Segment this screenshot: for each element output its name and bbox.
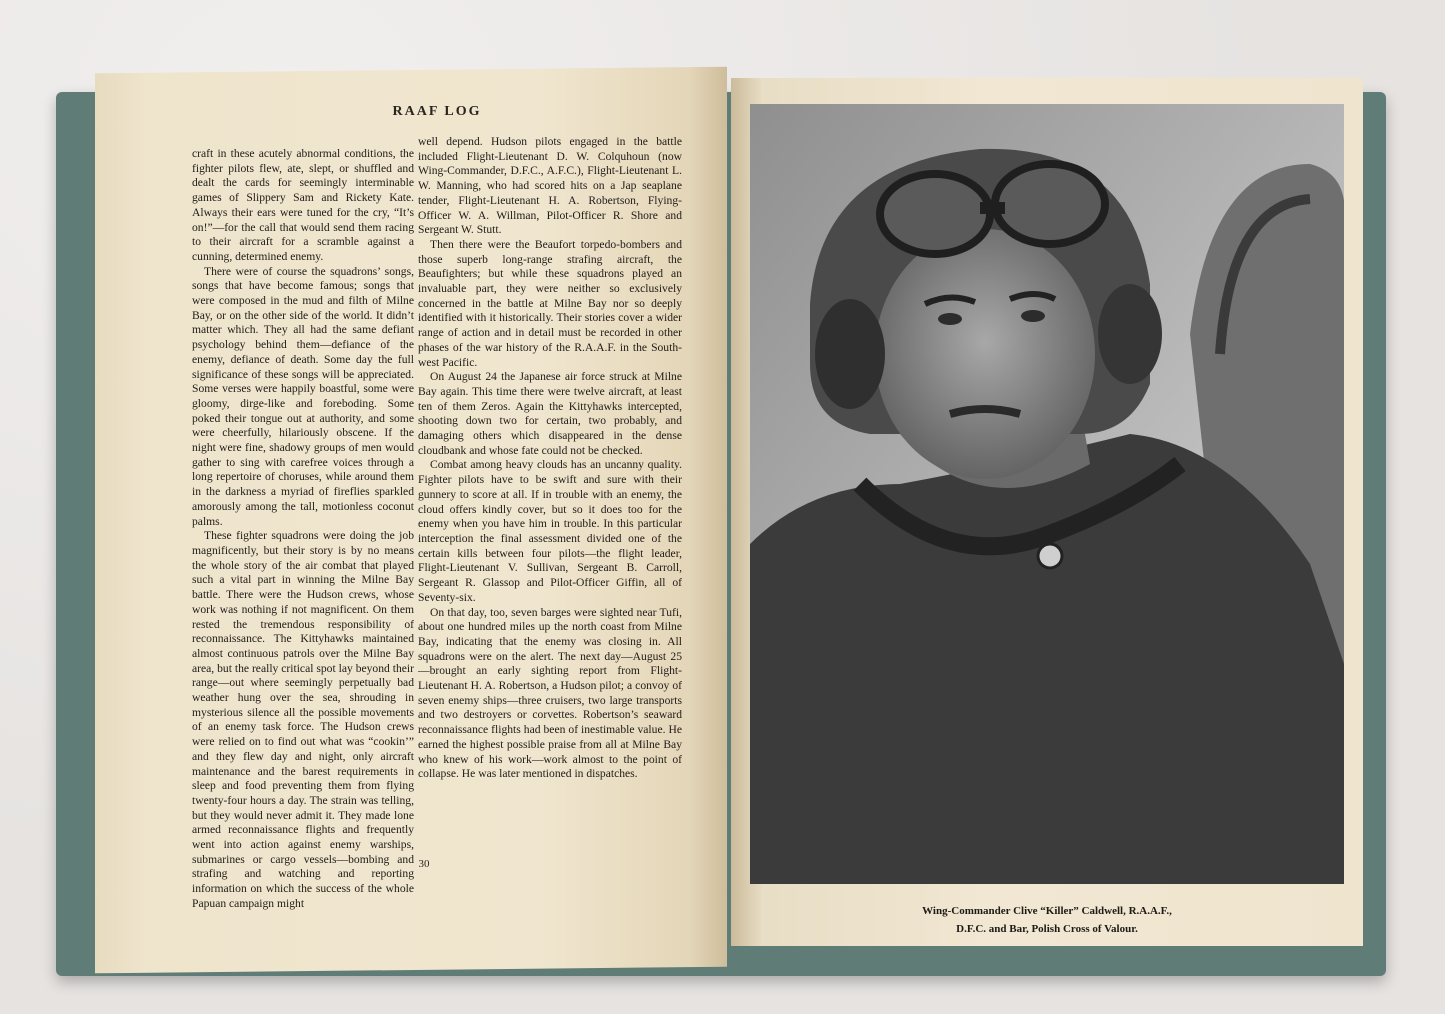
pilot-portrait-photo	[750, 104, 1344, 884]
caption-line-2: D.F.C. and Bar, Polish Cross of Valour.	[956, 923, 1138, 935]
paragraph: On August 24 the Japanese air force struck at Milne Bay again. This time there were twelve aircraft, at least ten of them Zeros. Again the Kittyhawks intercepted, shooting down two for certain, two probably, and damaging others which disappeared in the dense cloudbank and whose fate could not be checked.	[418, 370, 682, 457]
paragraph: These fighter squadrons were doing the job magnificently, but their story is by no means the whole story of the air combat that played such a vital part in winning the Milne Bay battle. There were the Hudson crews, whose work was nothing if not magnificent. On them rested the tremendous responsibility of reconnaissance. The Kittyhawks maintained almost continuous patrols over the Milne Bay area, but the really critical spot lay beyond their range—out where seemingly perpetually bad weather hung over the sea, shrouding in mysterious silence all the possible movements of an enemy task force. The Hudson crews were relied on to find out what was “cookin’” and they flew day and night, only aircraft maintenance and the barest requirements in sleep and food preventing them from flying twenty-four hours a day. The strain was telling, but they would never admit it. They made lone armed reconnaissance flights and frequently went into action against enemy warships, submarines or cargo vessels—bombing and strafing and watching and reporting information on which the success of the whole Papuan campaign might	[192, 529, 414, 910]
paragraph: On that day, too, seven barges were sighted near Tufi, about one hundred miles up the north coast from Milne Bay, indicating that the enemy was closing in. All squadrons were on the alert. The next day—August 25—brought an early sighting report from Flight-Lieutenant H. A. Robertson, a Hudson pilot; a convoy of seven enemy ships—three cruisers, two large transports and two destroyers or corvettes. Robertson’s seaward reconnaissance flights had been of inestimable value. He earned the highest possible praise from all at Milne Bay who knew of his work—work almost to the point of collapse. He was later mentioned in dispatches.	[418, 605, 682, 781]
paragraph: Combat among heavy clouds has an uncanny quality. Fighter pilots have to be swift and sure with their gunnery to score at all. If in trouble with an enemy, the cloud offers kindly cover, but so it does too for the enemy when you have him in trouble. In this particular interception the final assessment divided one of the certain kills between four pilots—the flight leader, Flight-Lieutenant V. Sullivan, Sergeant B. Carroll, Sergeant R. Glassop and Pilot-Officer Giffin, all of Seventy-six.	[418, 458, 682, 604]
paragraph: well depend. Hudson pilots engaged in the battle included Flight-Lieutenant D. W. Colquhoun (now Wing-Commander, D.F.C., A.F.C.), Flight-Lieutenant L. W. Manning, who had scored hits on a Jap seaplane tender, Flight-Lieutenant H. A. Robertson, Flying-Officer W. A. Willman, Pilot-Officer R. Shore and Sergeant W. Stutt.	[418, 135, 682, 237]
paragraph: craft in these acutely abnormal conditions, the fighter pilots flew, ate, slept, or shuffled and dealt the cards for seemingly interminable games of Slippery Sam and Rickety Kate. Always their ears were tuned for the cry, “It’s on!”—for the call that would send them racing to their aircraft for a scramble against a cunning, determined enemy.	[192, 147, 414, 263]
text-column-1	[192, 147, 414, 912]
caption-line-1: Wing-Commander Clive “Killer” Caldwell, R.A.A.F.,	[922, 905, 1172, 917]
running-head: RAAF LOG	[392, 104, 482, 119]
paragraph: There were of course the squadrons’ songs, songs that have become famous; songs that were composed in the mud and filth of Milne Bay, or on the other side of the world. It didn’t matter which. They all had the same defiant psychology behind them—defiance of the enemy, defiance of death. Some day the full significance of these songs will be appreciated. Some verses were happily boastful, some were gloomy, dirge-like and foreboding. Some poked their tongue out at authority, and some were cheerfully, hilariously obscene. If the night were fine, shadowy groups of men would gather to sing with carefree voices through a long repertoire of choruses, while around them in the darkness a myriad of fireflies sparkled amorously among the tall, motionless coconut palms.	[192, 264, 414, 528]
paragraph: Then there were the Beaufort torpedo-bombers and those superb long-range strafing aircraft, the Beaufighters; but while these squadrons played an invaluable part, they were neither so exclusively concerned in the battle at Milne Bay nor so deeply identified with it historically. Their stories cover a wider range of action and in detail must be recorded in other phases of the war history of the R.A.A.F. in the South-west Pacific.	[418, 237, 682, 369]
page-number: 30	[418, 858, 430, 870]
photo-caption	[760, 902, 1334, 938]
text-column-2	[418, 135, 682, 782]
